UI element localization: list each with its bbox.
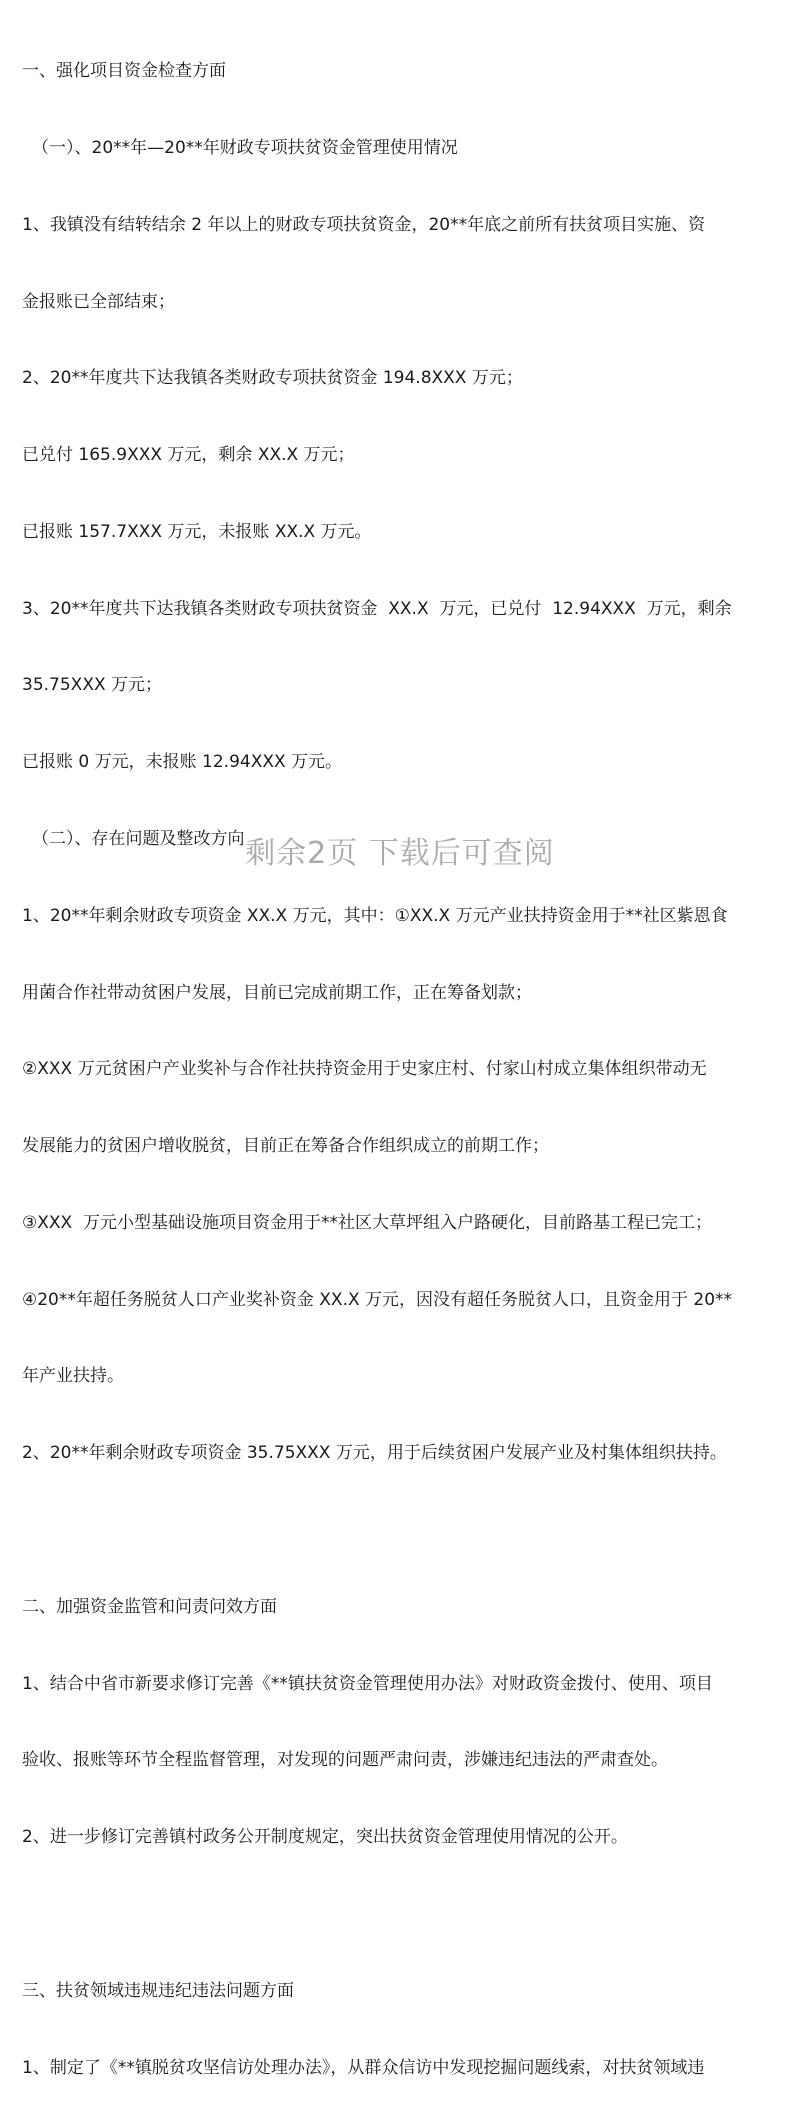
text-line: 2、20**年剩余财政专项资金 35.75XXX 万元，用于后续贫困户发展产业及村集体组织扶持。 xyxy=(22,1443,727,1464)
text-line: 1、结合中省市新要求修订完善《**镇扶贫资金管理使用办法》对财政资金拨付、使用、项目 xyxy=(22,1673,713,1694)
text-line: ④20**年超任务脱贫人口产业奖补资金 XX.X 万元，因没有超任务脱贫人口，且资金用于 20** xyxy=(22,1289,733,1310)
blank-line xyxy=(22,1902,782,1928)
heading-section-3: 三、扶贫领域违规违纪违法问题方面 xyxy=(22,1980,294,2001)
text-line: ③XXX 万元小型基础设施项目资金用于**社区大草坪组入户路硬化，目前路基工程已完工； xyxy=(22,1212,712,1233)
text-line: 年产业扶持。 xyxy=(22,1366,124,1387)
text-line: 1、20**年剩余财政专项资金 XX.X 万元，其中：①XX.X 万元产业扶持资金用于**社区紫恩食 xyxy=(22,905,728,926)
remaining-pages-notice[interactable]: 剩余2页 下载后可查阅 xyxy=(245,836,555,871)
heading-section-2: 二、加强资金监管和问责问效方面 xyxy=(22,1596,277,1617)
text-line: 发展能力的贫困户增收脱贫，目前正在筹备合作组织成立的前期工作； xyxy=(22,1136,549,1157)
subheading-2: （二）、存在问题及整改方向 xyxy=(32,829,245,849)
text-line: 验收、报账等环节全程监督管理，对发现的问题严肃问责，涉嫌违纪违法的严肃查处。 xyxy=(22,1750,668,1771)
text-line: 已报账 157.7XXX 万元，未报账 XX.X 万元。 xyxy=(22,521,372,542)
text-line: 35.75XXX 万元； xyxy=(22,675,163,696)
text-line: 2、20**年度共下达我镇各类财政专项扶贫资金 194.8XXX 万元； xyxy=(22,368,523,389)
text-line: ②XXX 万元贫困户产业奖补与合作社扶持资金用于史家庄村、付家山村成立集体组织带动无 xyxy=(22,1059,707,1080)
blank-line xyxy=(22,1518,782,1544)
text-line: 已兑付 165.9XXX 万元，剩余 XX.X 万元； xyxy=(22,445,355,466)
heading-section-1: 一、强化项目资金检查方面 xyxy=(22,61,226,82)
subheading-1: （一）、20**年—20**年财政专项扶贫资金管理使用情况 xyxy=(32,137,458,158)
document-body xyxy=(22,8,782,2107)
text-line: 用菌合作社带动贫困户发展，目前已完成前期工作，正在筹备划款； xyxy=(22,982,532,1003)
text-line: 已报账 0 万元，未报账 12.94XXX 万元。 xyxy=(22,752,343,773)
text-line: 1、制定了《**镇脱贫攻坚信访处理办法》，从群众信访中发现挖掘问题线索，对扶贫领域违 xyxy=(22,2057,705,2078)
text-line: 金报账已全部结束； xyxy=(22,291,175,312)
text-line: 3、20**年度共下达我镇各类财政专项扶贫资金 XX.X 万元，已兑付 12.94XXX 万元，剩余 xyxy=(22,598,732,619)
text-line: 1、我镇没有结转结余 2 年以上的财政专项扶贫资金，20**年底之前所有扶贫项目实施、资 xyxy=(22,214,706,235)
text-line: 2、进一步修订完善镇村政务公开制度规定，突出扶贫资金管理使用情况的公开。 xyxy=(22,1827,628,1848)
